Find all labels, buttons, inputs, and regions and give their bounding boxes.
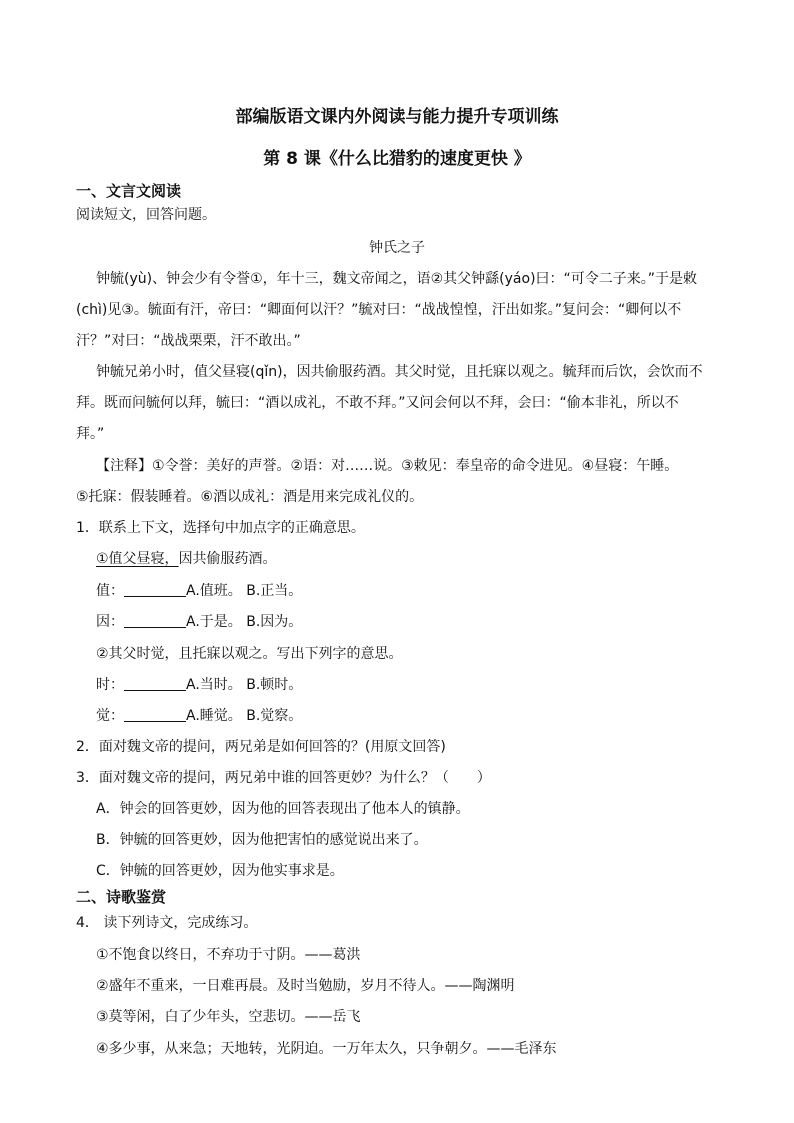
answer-blank[interactable] <box>124 707 186 722</box>
poem-line: ②盛年不重来，一日难再晨。及时当勉励，岁月不待人。——陶渊明 <box>96 978 515 994</box>
question-1-item-zhi: 值： A.值班。 B.正当。 <box>96 583 303 599</box>
question-1-sentence-1: ①值父昼寝，因共偷服药酒。 <box>96 551 277 567</box>
reading-instruction: 阅读短文，回答问题。 <box>76 207 216 223</box>
poem-line: ①不饱食以终日，不弃功于寸阴。——葛洪 <box>96 947 361 963</box>
question-1-stem: 1．联系上下文，选择句中加点字的正确意思。 <box>76 520 365 536</box>
passage-line: 汗？”对曰：“战战栗栗，汗不敢出。” <box>76 333 301 349</box>
question-1-item-jue: 觉： A.睡觉。 B.觉察。 <box>96 708 303 724</box>
annotation-notes: ⑤托寐：假装睡着。⑥酒以成礼：酒是用来完成礼仪的。 <box>76 489 424 505</box>
underlined-phrase: ①值父昼寝， <box>96 551 179 567</box>
question-3-stem: 3．面对魏文帝的提问，两兄弟中谁的回答更妙？为什么？（ ） <box>76 770 491 786</box>
question-3-option-c: C．钟毓的回答更妙，因为他实事求是。 <box>96 863 344 879</box>
annotation-notes: 【注释】①令誉：美好的声誉。②语：对……说。③敕见：奉皇帝的命令进见。④昼寝：午睡。 <box>96 458 679 474</box>
lesson-subtitle: 第 8 课《什么比猎豹的速度更快 》 <box>263 149 531 169</box>
passage-line: 拜。” <box>76 426 105 442</box>
answer-blank[interactable] <box>124 582 186 597</box>
poem-line: ③莫等闲，白了少年头，空悲切。——岳飞 <box>96 1009 361 1025</box>
question-2: 2．面对魏文帝的提问，两兄弟是如何回答的？(用原文回答) <box>76 739 446 755</box>
section-heading-classical: 一、文言文阅读 <box>76 182 182 200</box>
question-1-sentence-2: ②其父时觉，且托寐以观之。写出下列字的意思。 <box>96 646 403 662</box>
question-1-item-shi: 时： A.当时。 B.顿时。 <box>96 677 303 693</box>
poem-line: ④多少事，从来急；天地转，光阴迫。一万年太久，只争朝夕。——毛泽东 <box>96 1041 557 1057</box>
answer-blank[interactable] <box>124 676 186 691</box>
question-4-stem: 4． 读下列诗文，完成练习。 <box>76 915 258 931</box>
passage-line: 钟毓(yù)、钟会少有令誉①，年十三，魏文帝闻之，语②其父钟繇(yáo)曰：“可令二子来。”于是敕 <box>96 271 698 287</box>
question-3-option-b: B．钟毓的回答更妙，因为他把害怕的感觉说出来了。 <box>96 832 428 848</box>
question-3-option-a: A．钟会的回答更妙，因为他的回答表现出了他本人的镇静。 <box>96 801 470 817</box>
passage-line: 钟毓兄弟小时，值父昼寝(qǐn)，因共偷服药酒。其父时觉，且托寐以观之。毓拜而后饮，会饮而不 <box>96 364 703 380</box>
passage-title: 钟氏之子 <box>369 240 425 256</box>
section-heading-poetry: 二、诗歌鉴赏 <box>76 888 167 906</box>
question-1-item-yin: 因： A.于是。 B.因为。 <box>96 614 303 630</box>
passage-line: 拜。既而问毓何以拜，毓曰：“酒以成礼，不敢不拜。”又问会何以不拜，会曰：“偷本非礼，所以不 <box>76 395 679 411</box>
answer-blank[interactable] <box>124 613 186 628</box>
document-title: 部编版语文课内外阅读与能力提升专项训练 <box>235 107 559 127</box>
passage-line: (chì)见③。毓面有汗，帝曰：“卿面何以汗？”毓对曰：“战战惶惶，汗出如浆。”复问会：“卿何以不 <box>76 302 682 318</box>
